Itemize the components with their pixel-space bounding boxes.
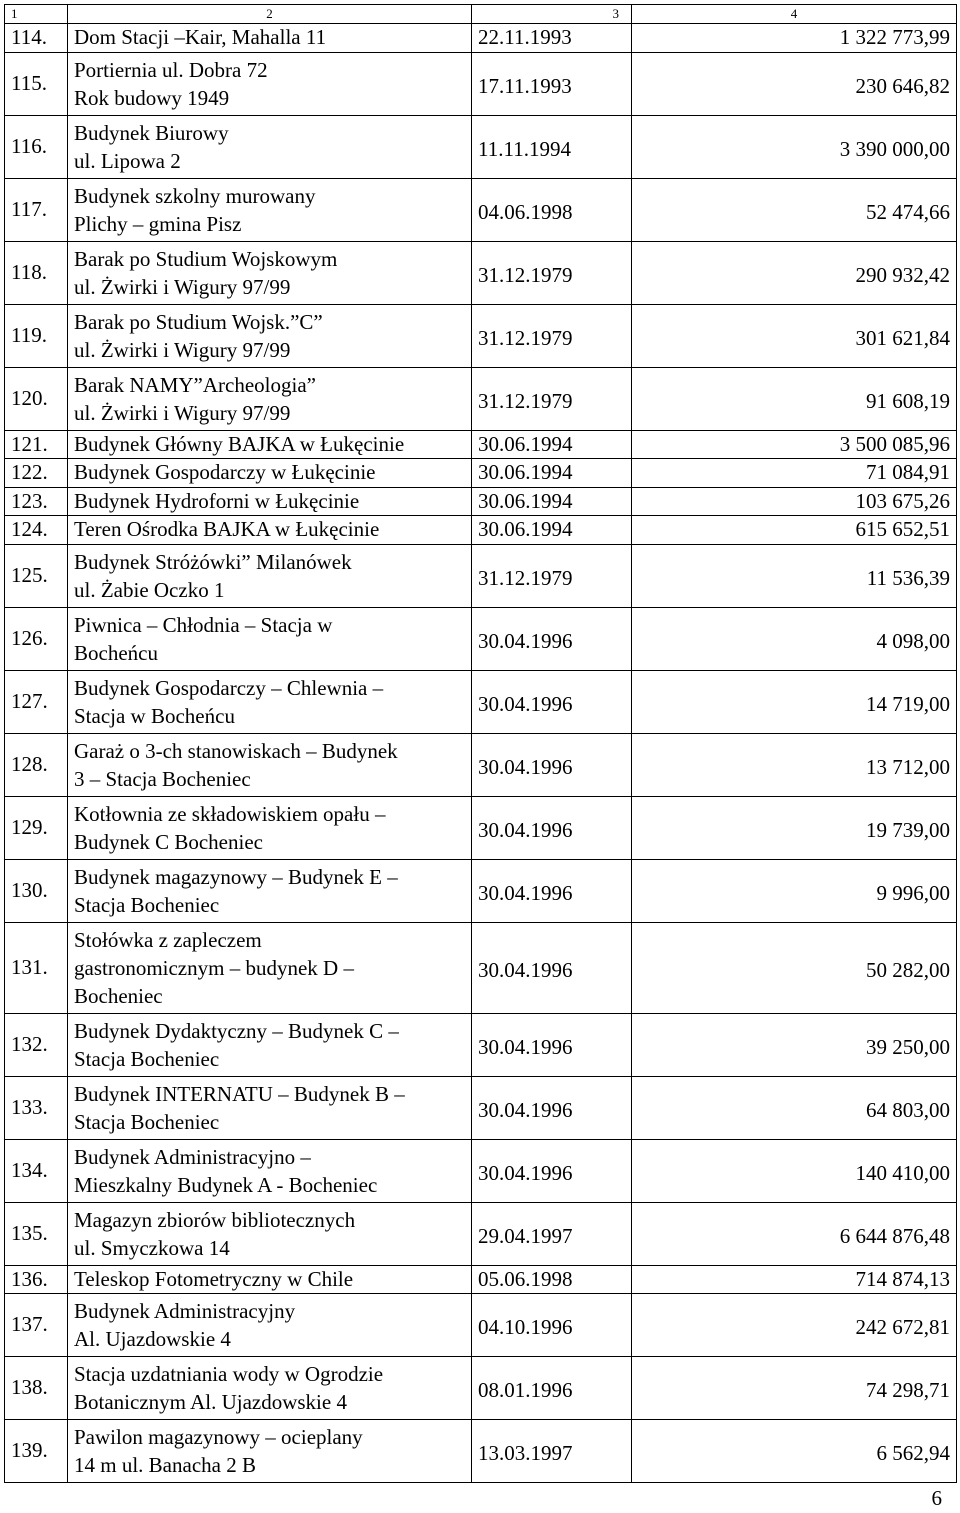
row-number: 137. [5,1294,68,1357]
table-row [5,241,957,304]
row-description [68,1294,472,1357]
row-number: 115. [5,52,68,115]
row-date: 30.04.1996 [472,859,632,922]
row-value: 3 390 000,00 [632,115,957,178]
row-date: 13.03.1997 [472,1420,632,1483]
table-row [5,544,957,607]
row-description [68,516,472,545]
row-date: 04.10.1996 [472,1294,632,1357]
table-row [5,1139,957,1202]
row-date: 11.11.1994 [472,115,632,178]
row-number: 129. [5,796,68,859]
row-date: 30.06.1994 [472,459,632,488]
description-line: 3 – Stacja Bocheniec [74,766,251,791]
description-line: Budynek Hydroforni w Łukęcinie [74,488,360,513]
description-line: Mieszkalny Budynek A - Bocheniec [74,1172,378,1197]
row-date: 31.12.1979 [472,367,632,430]
description-line: Bocheniec [74,983,163,1008]
row-date: 31.12.1979 [472,241,632,304]
row-date: 30.04.1996 [472,922,632,1013]
table-row [5,516,957,545]
column-number-1: 1 [5,5,68,24]
description-line: Budynek Gospodarczy w Łukęcinie [74,460,376,484]
table-row [5,859,957,922]
row-date: 30.04.1996 [472,796,632,859]
description-line: gastronomicznym – budynek D – [74,955,354,980]
row-date: 30.06.1994 [472,430,632,459]
row-number: 131. [5,922,68,1013]
row-number: 120. [5,367,68,430]
row-description [68,1139,472,1202]
row-number: 133. [5,1076,68,1139]
row-number: 122. [5,459,68,488]
row-date: 30.04.1996 [472,1076,632,1139]
description-line: Stołówka z zapleczem [74,927,262,952]
row-value: 1 322 773,99 [632,24,957,53]
row-number: 119. [5,304,68,367]
row-description [68,859,472,922]
description-line: Teren Ośrodka BAJKA w Łukęcinie [74,517,380,541]
row-description [68,367,472,430]
row-date: 30.04.1996 [472,670,632,733]
row-description [68,487,472,516]
description-line: Budynek szkolny murowany [74,183,316,208]
row-value: 91 608,19 [632,367,957,430]
row-description [68,922,472,1013]
row-description [68,1013,472,1076]
description-line: Stacja Bocheniec [74,1046,220,1071]
row-description [68,796,472,859]
row-number: 132. [5,1013,68,1076]
table-row [5,1202,957,1265]
row-date: 04.06.1998 [472,178,632,241]
row-date: 05.06.1998 [472,1265,632,1294]
row-value: 39 250,00 [632,1013,957,1076]
page-number: 6 [931,1486,942,1510]
description-line: ul. Żwirki i Wigury 97/99 [74,400,291,425]
description-line: Budynek Gospodarczy – Chlewnia – [74,675,384,700]
table-row [5,922,957,1013]
row-number: 124. [5,516,68,545]
table-row [5,487,957,516]
row-value: 4 098,00 [632,607,957,670]
row-date: 30.04.1996 [472,1013,632,1076]
row-value: 714 874,13 [632,1265,957,1294]
column-number-row [5,5,957,24]
description-line: Piwnica – Chłodnia – Stacja w [74,612,333,637]
row-number: 130. [5,859,68,922]
row-number: 139. [5,1420,68,1483]
row-number: 121. [5,430,68,459]
row-description [68,241,472,304]
description-line: Stacja Bocheniec [74,1109,220,1134]
row-date: 31.12.1979 [472,544,632,607]
description-line: Stacja uzdatniania wody w Ogrodzie [74,1362,384,1386]
description-line: Budynek INTERNATU – Budynek B – [74,1081,405,1106]
description-line: Portiernia ul. Dobra 72 [74,57,268,82]
table-row [5,1265,957,1294]
table-row [5,1357,957,1420]
description-line: Stacja Bocheniec [74,892,220,917]
row-description [68,733,472,796]
row-number: 126. [5,607,68,670]
description-line: Bocheńcu [74,640,158,665]
row-description [68,1265,472,1294]
description-line: ul. Żwirki i Wigury 97/99 [74,274,291,299]
description-line: Garaż o 3-ch stanowiskach – Budynek [74,738,398,763]
description-line: ul. Lipowa 2 [74,148,181,173]
description-line: Botanicznym Al. Ujazdowskie 4 [74,1390,347,1414]
column-number-4: 4 [632,5,957,24]
row-date: 29.04.1997 [472,1202,632,1265]
description-line: Barak NAMY”Archeologia” [74,372,316,397]
row-number: 127. [5,670,68,733]
table-row [5,24,957,53]
table-row [5,1013,957,1076]
row-date: 30.04.1996 [472,733,632,796]
row-description [68,459,472,488]
row-value: 290 932,42 [632,241,957,304]
description-line: Budynek Główny BAJKA w Łukęcinie [74,431,405,456]
description-line: 14 m ul. Banacha 2 B [74,1453,256,1477]
description-line: Al. Ujazdowskie 4 [74,1327,231,1351]
row-number: 118. [5,241,68,304]
row-value: 71 084,91 [632,459,957,488]
row-description [68,1357,472,1420]
column-number-3: 3 [472,5,632,24]
description-line: Budynek Dydaktyczny – Budynek C – [74,1018,399,1043]
row-number: 128. [5,733,68,796]
description-line: Pawilon magazynowy – ocieplany [74,1425,363,1449]
row-number: 138. [5,1357,68,1420]
row-date: 30.04.1996 [472,1139,632,1202]
row-description [68,1420,472,1483]
row-number: 125. [5,544,68,607]
row-description [68,115,472,178]
description-line: ul. Żabie Oczko 1 [74,577,225,602]
row-value: 13 712,00 [632,733,957,796]
row-value: 19 739,00 [632,796,957,859]
table-row [5,115,957,178]
table-row [5,796,957,859]
row-description [68,178,472,241]
row-value: 9 996,00 [632,859,957,922]
row-number: 134. [5,1139,68,1202]
description-line: ul. Smyczkowa 14 [74,1235,230,1260]
description-line: Barak po Studium Wojsk.”C” [74,309,323,334]
row-description [68,304,472,367]
row-value: 50 282,00 [632,922,957,1013]
row-value: 242 672,81 [632,1294,957,1357]
row-value: 6 644 876,48 [632,1202,957,1265]
description-line: Kotłownia ze składowiskiem opału – [74,801,386,826]
row-date: 30.06.1994 [472,516,632,545]
table-row [5,1420,957,1483]
description-line: Magazyn zbiorów bibliotecznych [74,1207,356,1232]
table-row [5,733,957,796]
row-description [68,1076,472,1139]
row-value: 301 621,84 [632,304,957,367]
row-date: 22.11.1993 [472,24,632,53]
row-value: 14 719,00 [632,670,957,733]
table-row [5,670,957,733]
table-row [5,367,957,430]
row-date: 08.01.1996 [472,1357,632,1420]
row-description [68,1202,472,1265]
row-date: 30.04.1996 [472,607,632,670]
description-line: Dom Stacji –Kair, Mahalla 11 [74,25,327,49]
row-value: 6 562,94 [632,1420,957,1483]
description-line: Budynek Biurowy [74,120,229,145]
row-value: 230 646,82 [632,52,957,115]
row-number: 136. [5,1265,68,1294]
row-value: 64 803,00 [632,1076,957,1139]
inventory-table [4,4,957,1483]
table-row [5,1076,957,1139]
description-line: Budynek C Bocheniec [74,829,263,854]
row-number: 123. [5,487,68,516]
table-row [5,607,957,670]
description-line: Budynek Administracyjno – [74,1144,311,1169]
row-value: 3 500 085,96 [632,430,957,459]
row-number: 116. [5,115,68,178]
row-value: 103 675,26 [632,487,957,516]
row-value: 52 474,66 [632,178,957,241]
row-description [68,24,472,53]
description-line: Budynek magazynowy – Budynek E – [74,864,398,889]
row-number: 135. [5,1202,68,1265]
row-date: 31.12.1979 [472,304,632,367]
table-row [5,1294,957,1357]
inventory-table-body [5,5,957,1483]
row-date: 30.06.1994 [472,487,632,516]
row-description [68,670,472,733]
row-value: 74 298,71 [632,1357,957,1420]
row-value: 140 410,00 [632,1139,957,1202]
table-row [5,304,957,367]
description-line: Barak po Studium Wojskowym [74,246,338,271]
description-line: Plichy – gmina Pisz [74,211,242,236]
table-row [5,178,957,241]
description-line: ul. Żwirki i Wigury 97/99 [74,337,291,362]
table-row [5,52,957,115]
row-number: 117. [5,178,68,241]
description-line: Teleskop Fotometryczny w Chile [74,1266,354,1291]
description-line: Stacja w Bocheńcu [74,703,235,728]
table-row [5,430,957,459]
description-line: Budynek Administracyjny [74,1299,296,1323]
row-description [68,430,472,459]
row-number: 114. [5,24,68,53]
row-description [68,52,472,115]
description-line: Budynek Stróżówki” Milanówek [74,549,352,574]
table-row [5,459,957,488]
row-description [68,544,472,607]
row-date: 17.11.1993 [472,52,632,115]
row-value: 11 536,39 [632,544,957,607]
column-number-2: 2 [68,5,472,24]
description-line: Rok budowy 1949 [74,85,230,110]
row-value: 615 652,51 [632,516,957,545]
row-description [68,607,472,670]
